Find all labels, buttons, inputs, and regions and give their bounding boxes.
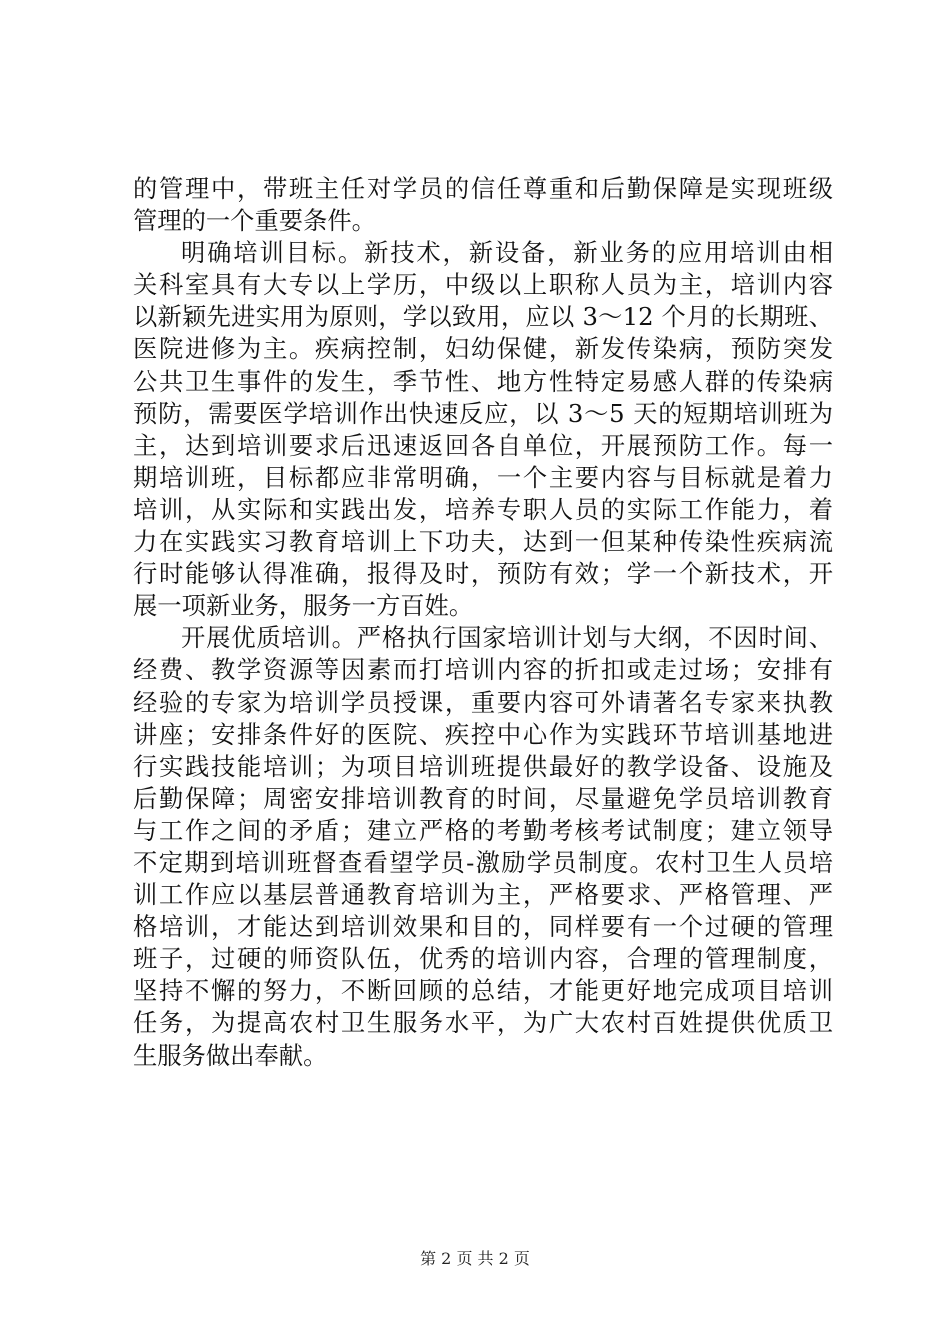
body-text xyxy=(133,173,833,1072)
text-line: 任务，为提高农村卫生服务水平，为广大农村百姓提供优质卫 xyxy=(133,1008,833,1038)
text-line: 讲座；安排条件好的医院、疾控中心作为实践环节培训基地进 xyxy=(133,719,833,749)
text-line: 的管理中，带班主任对学员的信任尊重和后勤保障是实现班级 xyxy=(133,174,833,203)
text-line: 医院进修为主。疾病控制，妇幼保健，新发传染病，预防突发 xyxy=(133,334,833,364)
text-line: 训工作应以基层普通教育培训为主，严格要求、严格管理、严 xyxy=(133,880,833,910)
text-line: 展一项新业务，服务一方百姓。 xyxy=(133,591,474,621)
text-line: 关科室具有大专以上学历，中级以上职称人员为主，培训内容 xyxy=(133,270,833,300)
text-line: 格培训，才能达到培训效果和目的，同样要有一个过硬的管理 xyxy=(133,912,833,942)
text-line: 主，达到培训要求后迅速返回各自单位，开展预防工作。每一 xyxy=(133,430,833,460)
text-line: 坚持不懈的努力，不断回顾的总结，才能更好地完成项目培训 xyxy=(133,976,833,1006)
text-line: 经验的专家为培训学员授课，重要内容可外请著名专家来执教 xyxy=(133,687,833,717)
text-line: 行实践技能培训；为项目培训班提供最好的教学设备、设施及 xyxy=(133,751,833,781)
paragraph-first-line: 开展优质培训。严格执行国家培训计划与大纲，不因时间、 xyxy=(181,623,833,653)
text-line: 预防，需要医学培训作出快速反应，以 3～5 天的短期培训班为 xyxy=(133,398,833,428)
text-line: 经费、教学资源等因素而打培训内容的折扣或走过场；安排有 xyxy=(133,655,833,685)
page-number-footer: 第 2 页 共 2 页 xyxy=(420,1249,530,1268)
text-line: 与工作之间的矛盾；建立严格的考勤考核考试制度；建立领导 xyxy=(133,815,833,845)
text-line: 行时能够认得准确，报得及时，预防有效；学一个新技术，开 xyxy=(133,559,833,589)
text-line: 以新颖先进实用为原则，学以致用，应以 3～12 个月的长期班、 xyxy=(133,302,833,332)
text-line: 管理的一个重要条件。 xyxy=(133,206,376,236)
text-line: 力在实践实习教育培训上下功夫，达到一但某种传染性疾病流 xyxy=(133,527,833,557)
text-line: 后勤保障；周密安排培训教育的时间，尽量避免学员培训教育 xyxy=(133,783,833,813)
text-line: 班子，过硬的师资队伍，优秀的培训内容，合理的管理制度， xyxy=(133,944,833,974)
text-line: 期培训班，目标都应非常明确，一个主要内容与目标就是着力 xyxy=(133,462,833,492)
text-line: 不定期到培训班督查看望学员-激励学员制度。农村卫生人员培 xyxy=(133,847,833,877)
text-line: 公共卫生事件的发生，季节性、地方性特定易感人群的传染病 xyxy=(133,366,833,396)
paragraph-first-line: 明确培训目标。新技术，新设备，新业务的应用培训由相 xyxy=(181,238,833,268)
text-line: 生服务做出奉献。 xyxy=(133,1040,328,1070)
text-line: 培训，从实际和实践出发，培养专职人员的实际工作能力，着 xyxy=(133,494,833,524)
